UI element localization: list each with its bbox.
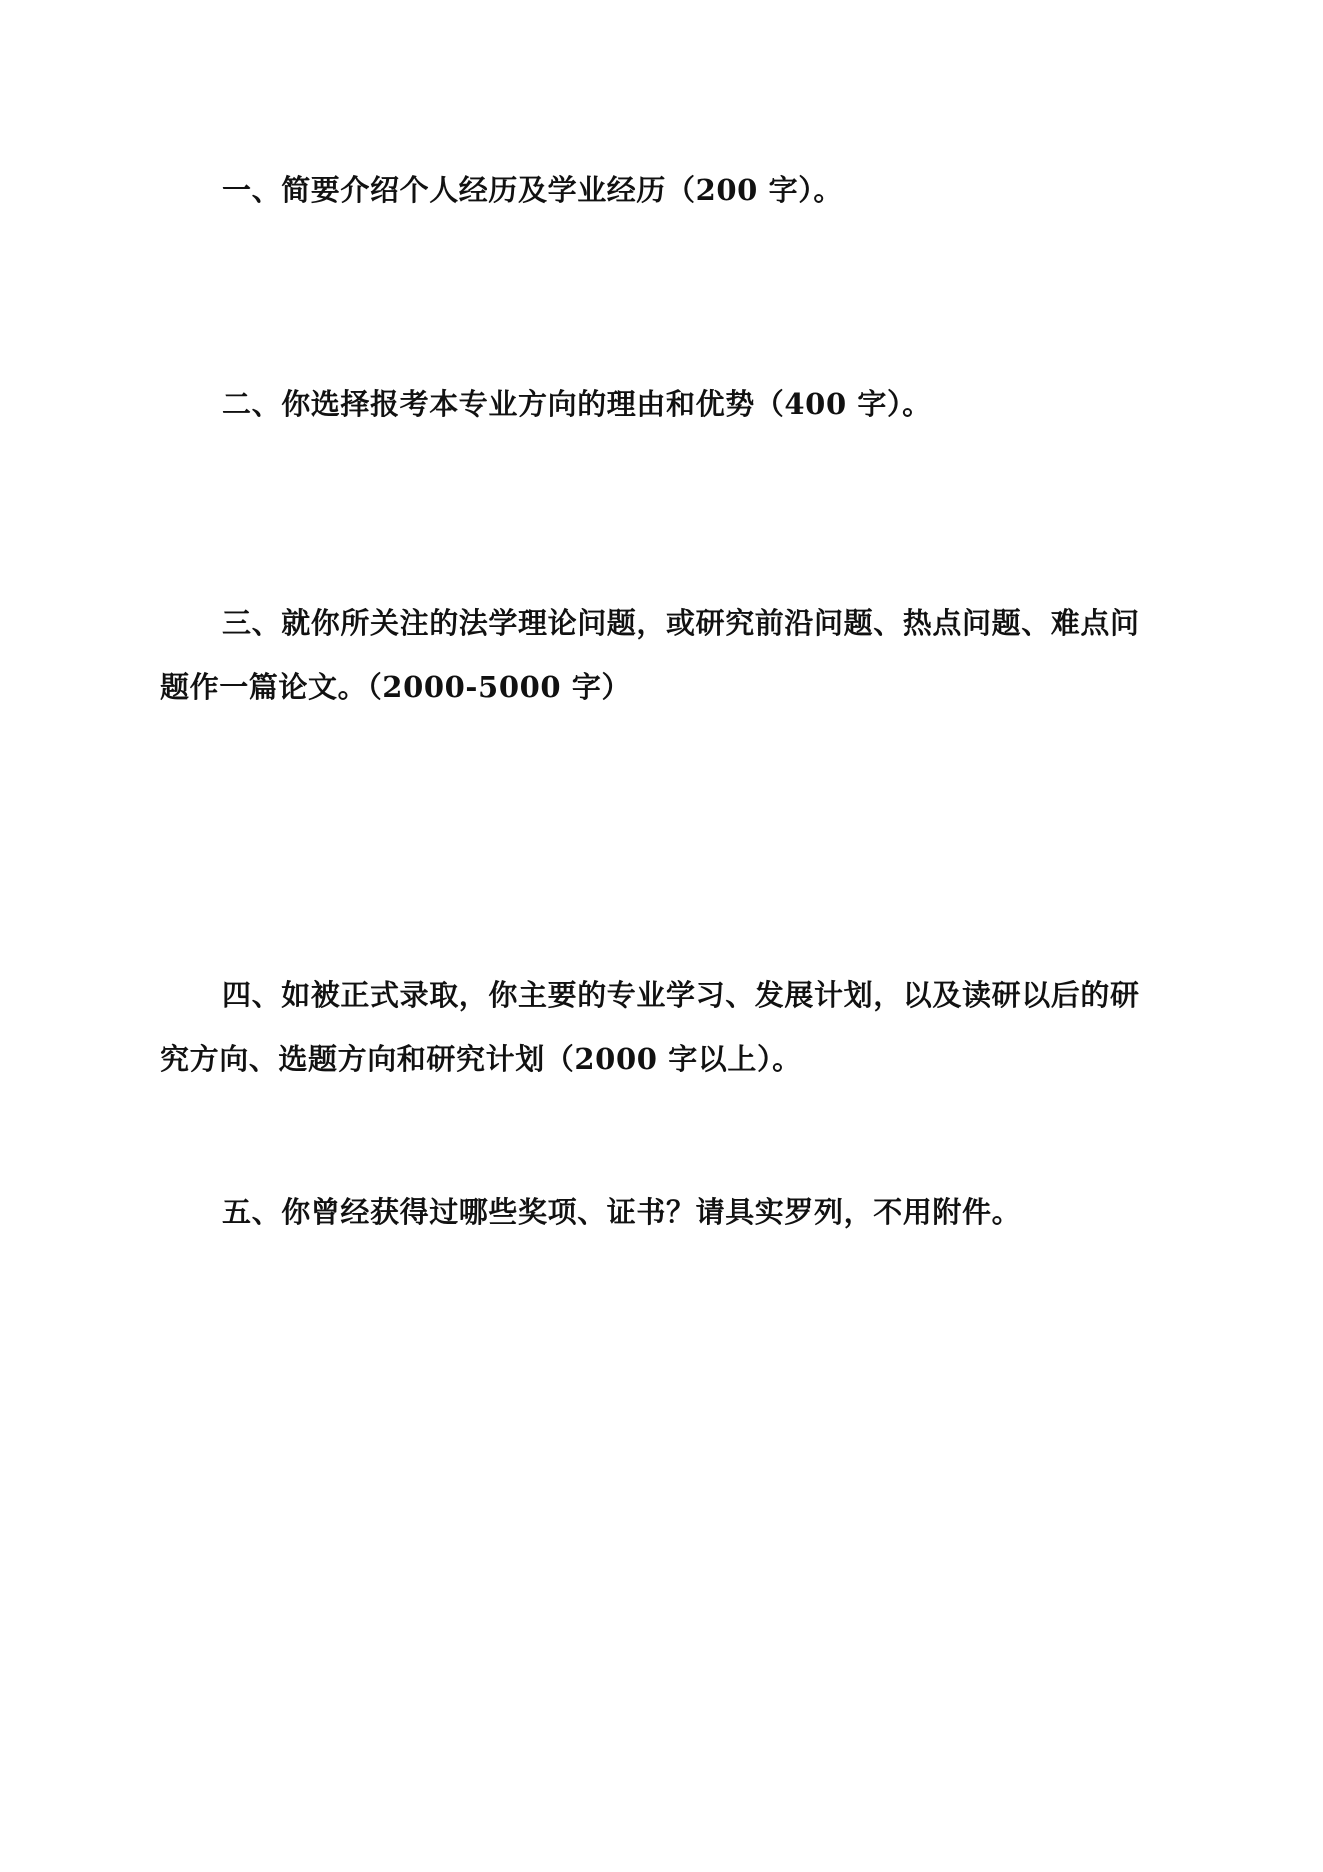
section-4-study-plan	[160, 963, 1200, 1091]
section-3-research-paper	[160, 591, 1200, 719]
section-3-line-2: 题作一篇论文。（2000-5000 字）	[160, 670, 632, 704]
section-3-line-1: 三、就你所关注的法学理论问题，或研究前沿问题、热点问题、难点问	[222, 606, 1140, 640]
section-4-line-1: 四、如被正式录取，你主要的专业学习、发展计划，以及读研以后的研	[222, 978, 1140, 1012]
section-1-line-1: 一、简要介绍个人经历及学业经历（200 字）。	[222, 173, 843, 207]
section-4-line-2: 究方向、选题方向和研究计划（2000 字以上）。	[160, 1042, 802, 1076]
section-5-line-1: 五、你曾经获得过哪些奖项、证书？请具实罗列，不用附件。	[222, 1195, 1022, 1229]
section-2-line-1: 二、你选择报考本专业方向的理由和优势（400 字）。	[222, 387, 932, 421]
section-1-personal-background	[160, 158, 1200, 222]
section-2-reasons-and-advantages	[160, 372, 1200, 436]
section-5-awards-certificates	[160, 1180, 1200, 1244]
